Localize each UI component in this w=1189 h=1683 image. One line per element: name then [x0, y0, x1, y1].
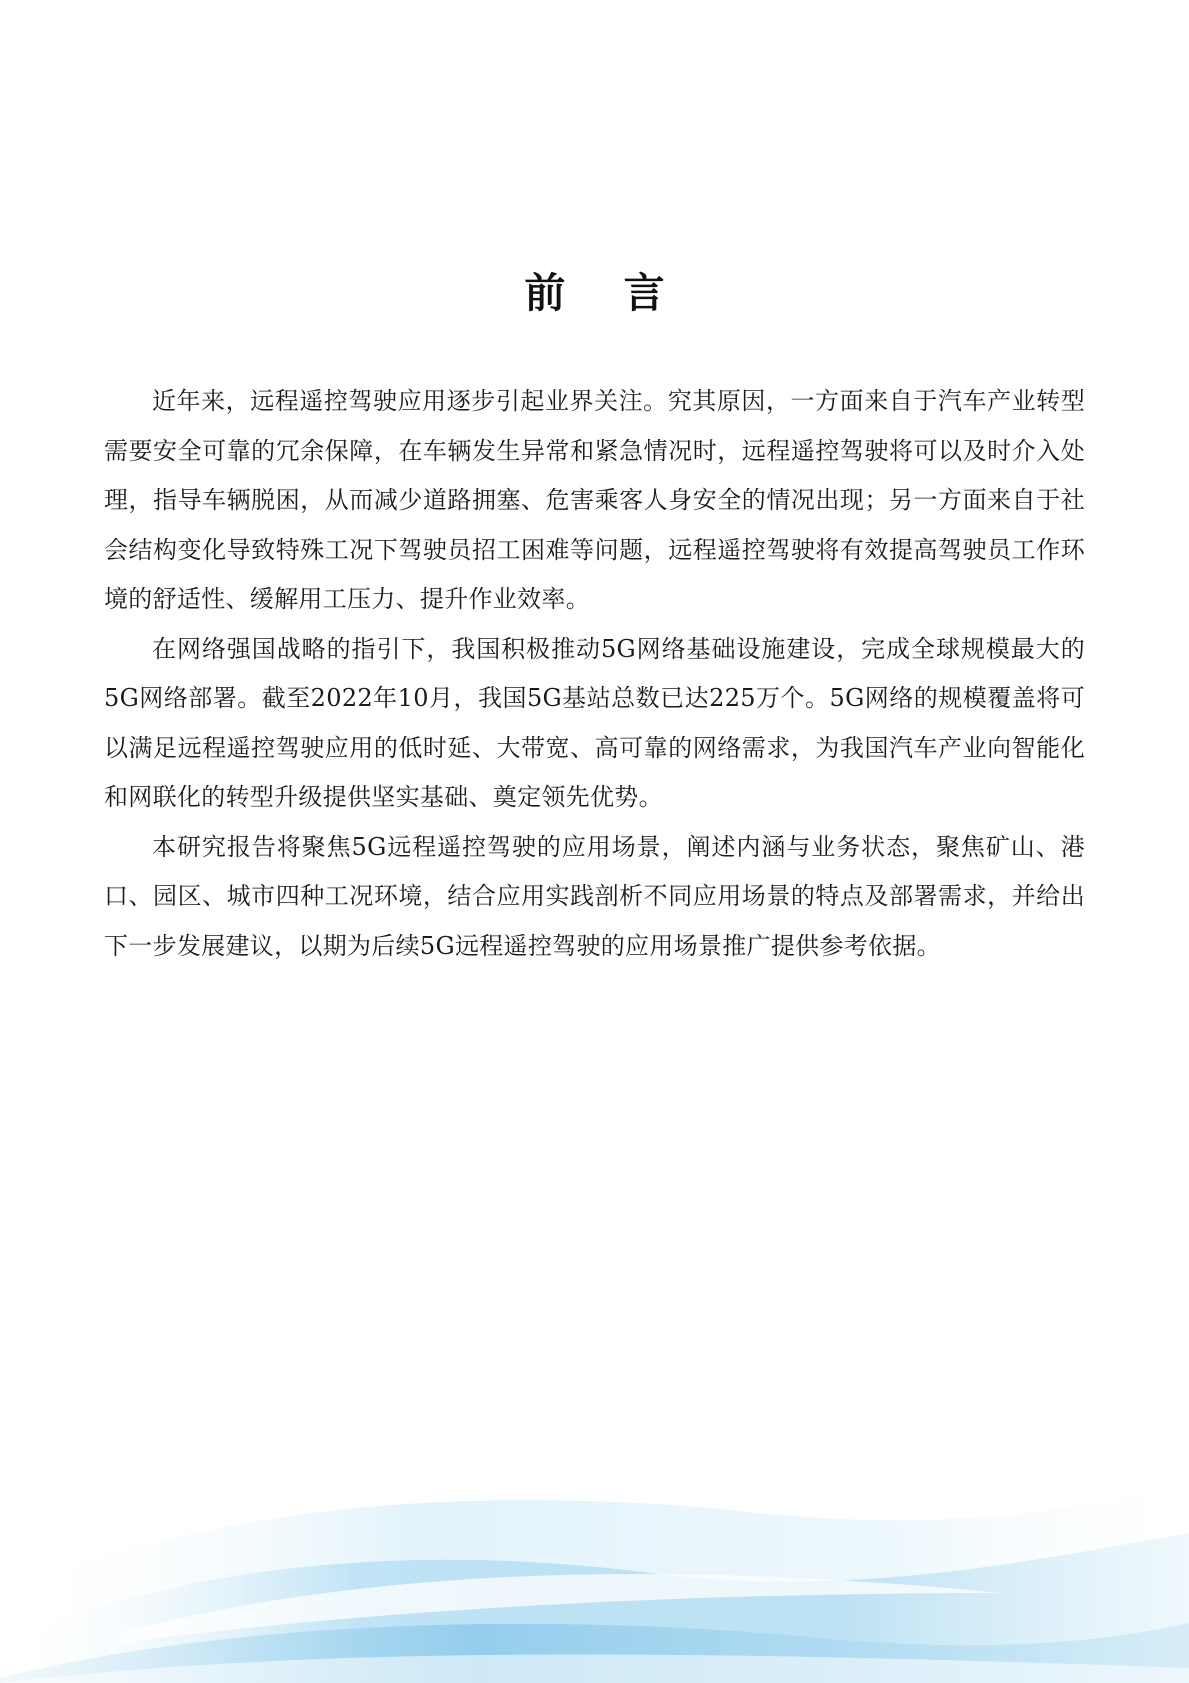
- page-title: 前 言: [524, 269, 687, 317]
- decorative-wave-footer: [0, 1443, 1189, 1683]
- preface-body: [104, 377, 1085, 971]
- paragraph-2: 在网络强国战略的指引下，我国积极推动5G网络基础设施建设，完成全球规模最大的5G网络部署。截至2022年10月，我国5G基站总数已达225万个。5G网络的规模覆盖将可以满足远程遥控驾驶应用的低时延、大带宽、高可靠的网络需求，为我国汽车产业向智能化和网联化的转型升级提供坚实基础、奠定领先优势。: [104, 634, 1085, 811]
- paragraph-3: 本研究报告将聚焦5G远程遥控驾驶的应用场景，阐述内涵与业务状态，聚焦矿山、港口、园区、城市四种工况环境，结合应用实践剖析不同应用场景的特点及部署需求，并给出下一步发展建议，以期为后续5G远程遥控驾驶的应用场景推广提供参考依据。: [104, 832, 1085, 960]
- paragraph-1: 近年来，远程遥控驾驶应用逐步引起业界关注。究其原因，一方面来自于汽车产业转型需要安全可靠的冗余保障，在车辆发生异常和紧急情况时，远程遥控驾驶将可以及时介入处理，指导车辆脱困，从而减少道路拥塞、危害乘客人身安全的情况出现；另一方面来自于社会结构变化导致特殊工况下驾驶员招工困难等问题，远程遥控驾驶将有效提高驾驶员工作环境的舒适性、缓解用工压力、提升作业效率。: [104, 387, 1085, 613]
